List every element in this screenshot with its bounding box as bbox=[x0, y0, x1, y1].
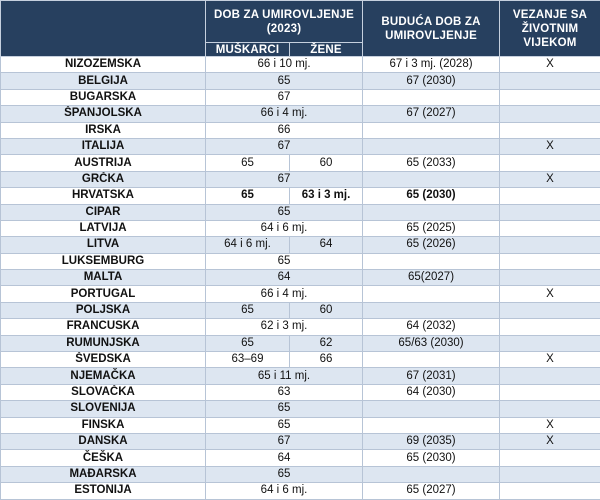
women-age-cell: 60 bbox=[290, 155, 363, 171]
table-row bbox=[1, 171, 600, 187]
future-age-cell bbox=[363, 253, 500, 269]
life-expectancy-cell: X bbox=[500, 286, 600, 302]
life-expectancy-cell bbox=[500, 89, 600, 105]
table-row bbox=[1, 384, 600, 400]
country-cell: ITALIJA bbox=[1, 138, 206, 154]
country-cell: LITVA bbox=[1, 237, 206, 253]
future-age-cell bbox=[363, 122, 500, 138]
future-age-cell bbox=[363, 466, 500, 482]
life-expectancy-cell bbox=[500, 319, 600, 335]
table-row bbox=[1, 335, 600, 351]
country-cell: SLOVENIJA bbox=[1, 401, 206, 417]
country-cell: CIPAR bbox=[1, 204, 206, 220]
country-cell: AUSTRIJA bbox=[1, 155, 206, 171]
country-cell: NIZOZEMSKA bbox=[1, 57, 206, 73]
country-cell: RUMUNJSKA bbox=[1, 335, 206, 351]
future-age-cell bbox=[363, 401, 500, 417]
future-age-cell bbox=[363, 138, 500, 154]
table-row bbox=[1, 352, 600, 368]
country-cell: DANSKA bbox=[1, 433, 206, 449]
life-expectancy-cell bbox=[500, 204, 600, 220]
table-row bbox=[1, 204, 600, 220]
country-cell: MAĐARSKA bbox=[1, 466, 206, 482]
retirement-age-cell: 67 bbox=[206, 433, 363, 449]
retirement-age-cell: 63 bbox=[206, 384, 363, 400]
retirement-age-cell: 65 bbox=[206, 73, 363, 89]
table-row bbox=[1, 417, 600, 433]
table-row bbox=[1, 57, 600, 73]
men-age-cell: 65 bbox=[206, 155, 290, 171]
retirement-age-cell: 65 bbox=[206, 466, 363, 482]
life-expectancy-cell bbox=[500, 122, 600, 138]
future-age-cell bbox=[363, 352, 500, 368]
retirement-age-cell: 66 i 4 mj. bbox=[206, 286, 363, 302]
retirement-age-cell: 64 bbox=[206, 450, 363, 466]
future-age-cell: 69 (2035) bbox=[363, 433, 500, 449]
country-cell: ESTONIJA bbox=[1, 483, 206, 499]
retirement-age-cell: 65 i 11 mj. bbox=[206, 368, 363, 384]
table-row bbox=[1, 483, 600, 499]
country-cell: FINSKA bbox=[1, 417, 206, 433]
women-age-cell: 62 bbox=[290, 335, 363, 351]
men-age-cell: 63–69 bbox=[206, 352, 290, 368]
life-expectancy-cell bbox=[500, 220, 600, 236]
country-cell: NJEMAČKA bbox=[1, 368, 206, 384]
country-cell: FRANCUSKA bbox=[1, 319, 206, 335]
life-expectancy-cell bbox=[500, 302, 600, 318]
retirement-age-cell: 66 bbox=[206, 122, 363, 138]
men-age-cell: 65 bbox=[206, 302, 290, 318]
men-age-cell: 65 bbox=[206, 335, 290, 351]
future-age-cell bbox=[363, 302, 500, 318]
table-row bbox=[1, 220, 600, 236]
retirement-age-cell: 65 bbox=[206, 401, 363, 417]
life-expectancy-cell bbox=[500, 237, 600, 253]
country-cell: SLOVAČKA bbox=[1, 384, 206, 400]
table-row bbox=[1, 155, 600, 171]
future-age-cell bbox=[363, 204, 500, 220]
future-age-cell bbox=[363, 89, 500, 105]
future-age-cell: 65 (2026) bbox=[363, 237, 500, 253]
country-cell: ŠPANJOLSKA bbox=[1, 106, 206, 122]
country-cell: LUKSEMBURG bbox=[1, 253, 206, 269]
country-cell: BELGIJA bbox=[1, 73, 206, 89]
life-expectancy-cell bbox=[500, 384, 600, 400]
future-age-cell: 65 (2025) bbox=[363, 220, 500, 236]
retirement-age-cell: 62 i 3 mj. bbox=[206, 319, 363, 335]
life-expectancy-cell bbox=[500, 155, 600, 171]
table-row bbox=[1, 450, 600, 466]
retirement-age-cell: 66 i 4 mj. bbox=[206, 106, 363, 122]
life-expectancy-cell bbox=[500, 483, 600, 499]
future-age-cell: 64 (2030) bbox=[363, 384, 500, 400]
country-cell: GRČKA bbox=[1, 171, 206, 187]
life-expectancy-cell: X bbox=[500, 417, 600, 433]
women-age-cell: 64 bbox=[290, 237, 363, 253]
future-age-cell: 65 (2027) bbox=[363, 483, 500, 499]
future-age-cell: 65 (2030) bbox=[363, 188, 500, 204]
country-cell: ČEŠKA bbox=[1, 450, 206, 466]
table-row bbox=[1, 138, 600, 154]
table-row bbox=[1, 106, 600, 122]
table-row bbox=[1, 302, 600, 318]
future-age-cell: 65(2027) bbox=[363, 270, 500, 286]
women-age-cell: 63 i 3 mj. bbox=[290, 188, 363, 204]
country-cell: POLJSKA bbox=[1, 302, 206, 318]
life-expectancy-cell bbox=[500, 270, 600, 286]
table-row bbox=[1, 237, 600, 253]
life-expectancy-cell bbox=[500, 401, 600, 417]
future-age-cell: 67 i 3 mj. (2028) bbox=[363, 57, 500, 73]
table-row bbox=[1, 89, 600, 105]
table-row bbox=[1, 466, 600, 482]
header-country bbox=[1, 1, 206, 57]
country-cell: PORTUGAL bbox=[1, 286, 206, 302]
life-expectancy-cell: X bbox=[500, 433, 600, 449]
country-cell: LATVIJA bbox=[1, 220, 206, 236]
life-expectancy-cell bbox=[500, 368, 600, 384]
table-row bbox=[1, 433, 600, 449]
table-row bbox=[1, 122, 600, 138]
life-expectancy-cell bbox=[500, 188, 600, 204]
future-age-cell: 67 (2030) bbox=[363, 73, 500, 89]
life-expectancy-cell bbox=[500, 450, 600, 466]
women-age-cell: 66 bbox=[290, 352, 363, 368]
future-age-cell: 65 (2033) bbox=[363, 155, 500, 171]
header-retirement-age-2023: DOB ZA UMIROVLJENJE (2023) bbox=[206, 1, 363, 43]
life-expectancy-cell: X bbox=[500, 138, 600, 154]
future-age-cell: 65/63 (2030) bbox=[363, 335, 500, 351]
country-cell: BUGARSKA bbox=[1, 89, 206, 105]
table-row bbox=[1, 286, 600, 302]
life-expectancy-cell bbox=[500, 106, 600, 122]
table-row bbox=[1, 368, 600, 384]
retirement-age-cell: 67 bbox=[206, 138, 363, 154]
table-row bbox=[1, 73, 600, 89]
retirement-age-cell: 65 bbox=[206, 253, 363, 269]
table-row bbox=[1, 188, 600, 204]
women-age-cell: 60 bbox=[290, 302, 363, 318]
header-future-retirement-age: BUDUĆA DOB ZA UMIROVLJENJE bbox=[363, 1, 500, 57]
future-age-cell: 64 (2032) bbox=[363, 319, 500, 335]
table-row bbox=[1, 270, 600, 286]
future-age-cell: 67 (2027) bbox=[363, 106, 500, 122]
country-cell: IRSKA bbox=[1, 122, 206, 138]
future-age-cell bbox=[363, 417, 500, 433]
table-body bbox=[1, 57, 600, 500]
future-age-cell: 65 (2030) bbox=[363, 450, 500, 466]
retirement-age-cell: 65 bbox=[206, 417, 363, 433]
life-expectancy-cell bbox=[500, 73, 600, 89]
retirement-age-cell: 67 bbox=[206, 171, 363, 187]
life-expectancy-cell: X bbox=[500, 352, 600, 368]
retirement-age-cell: 64 i 6 mj. bbox=[206, 220, 363, 236]
life-expectancy-cell bbox=[500, 253, 600, 269]
header-men: MUŠKARCI bbox=[206, 43, 290, 57]
table-row bbox=[1, 401, 600, 417]
life-expectancy-cell: X bbox=[500, 57, 600, 73]
life-expectancy-cell bbox=[500, 466, 600, 482]
future-age-cell: 67 (2031) bbox=[363, 368, 500, 384]
life-expectancy-cell: X bbox=[500, 171, 600, 187]
men-age-cell: 64 i 6 mj. bbox=[206, 237, 290, 253]
retirement-age-cell: 64 i 6 mj. bbox=[206, 483, 363, 499]
retirement-age-cell: 67 bbox=[206, 89, 363, 105]
country-cell: ŠVEDSKA bbox=[1, 352, 206, 368]
header-life-expectancy-link: VEZANJE SA ŽIVOTNIM VIJEKOM bbox=[500, 1, 600, 57]
life-expectancy-cell bbox=[500, 335, 600, 351]
country-cell: MALTA bbox=[1, 270, 206, 286]
header-women: ŽENE bbox=[290, 43, 363, 57]
retirement-age-cell: 65 bbox=[206, 204, 363, 220]
retirement-age-cell: 66 i 10 mj. bbox=[206, 57, 363, 73]
table-row bbox=[1, 253, 600, 269]
future-age-cell bbox=[363, 171, 500, 187]
table-row bbox=[1, 319, 600, 335]
future-age-cell bbox=[363, 286, 500, 302]
country-cell: HRVATSKA bbox=[1, 188, 206, 204]
retirement-age-cell: 64 bbox=[206, 270, 363, 286]
men-age-cell: 65 bbox=[206, 188, 290, 204]
